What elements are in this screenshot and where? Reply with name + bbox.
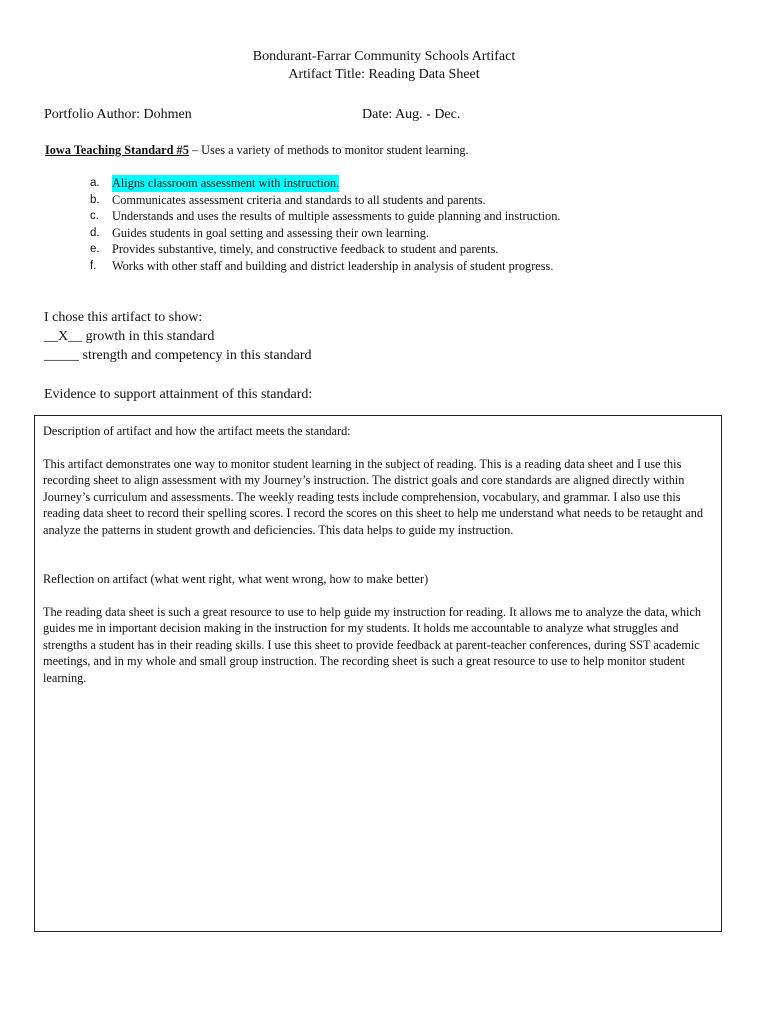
criterion-text: Works with other staff and building and district leadership in analysis of student progress. — [112, 258, 554, 273]
standard-description: – Uses a variety of methods to monitor student learning. — [188, 143, 469, 157]
criterion-text: Provides substantive, timely, and constructive feedback to student and parents. — [112, 242, 499, 257]
description-body: This artifact demonstrates one way to monitor student learning in the subject of reading. This is a reading data sheet and I use this recording sheet to align assessment with my Journey’s instruction. The district goals and core standards are aligned directly within Journey’s curriculum and assessments. The weekly reading tests include comprehension, vocabulary, and grammar. I also use this reading data sheet to record their spelling scores. I record the scores on this sheet to help me understand what needs to be retaught and analyze the patterns in student growth and deficiencies. This data helps to guide my instruction. — [43, 456, 704, 537]
criterion-text: Understands and uses the results of multiple assessments to guide planning and instruction. — [112, 209, 561, 224]
criterion-letter: c. — [90, 210, 99, 223]
portfolio-author: Portfolio Author: Dohmen — [44, 107, 192, 122]
standard-name: Iowa Teaching Standard #5 — [45, 143, 189, 157]
list-item — [90, 225, 560, 242]
list-item — [90, 175, 560, 192]
criterion-letter: d. — [90, 226, 100, 239]
criterion-text-highlighted: Aligns classroom assessment with instruction. — [112, 176, 340, 190]
choice-intro: I chose this artifact to show: — [44, 310, 203, 325]
date-range: Date: Aug. - Dec. — [362, 107, 461, 122]
evidence-box — [34, 415, 722, 932]
artifact-title: Artifact Title: Reading Data Sheet — [288, 67, 480, 82]
reflection-title: Reflection on artifact (what went right, what went wrong, how to make better) — [43, 572, 429, 586]
standard-heading — [45, 143, 469, 158]
document-title: Bondurant-Farrar Community Schools Artifact — [252, 49, 516, 64]
reflection-body: The reading data sheet is such a great resource to use to help guide my instruction for reading. It allows me to analyze the data, which guides me in important decision making in the instruction for my students. It holds me accountable to analyze what struggles and strengths a student has in their reading skills. I use this sheet to provide feedback at parent-teacher conferences, during SST academic meetings, and in my whole and small group instruction. The recording sheet is such a great resource to use to help monitor student learning. — [43, 604, 702, 685]
choice-growth: __X__ growth in this standard — [44, 329, 215, 344]
criterion-letter: b. — [90, 193, 100, 206]
criterion-letter: a. — [90, 177, 100, 189]
evidence-heading: Evidence to support attainment of this standard: — [44, 387, 313, 402]
choice-strength: _____ strength and competency in this standard — [44, 348, 312, 363]
description-title: Description of artifact and how the artifact meets the standard: — [43, 424, 351, 438]
criterion-letter: e. — [90, 243, 100, 256]
criterion-text: Guides students in goal setting and assessing their own learning. — [112, 225, 429, 240]
list-item — [90, 258, 560, 275]
list-item — [90, 208, 560, 225]
criterion-text: Communicates assessment criteria and standards to all students and parents. — [112, 192, 486, 207]
list-item — [90, 192, 560, 209]
criteria-list — [90, 175, 560, 275]
list-item — [90, 241, 560, 258]
criterion-letter: f. — [90, 259, 97, 272]
